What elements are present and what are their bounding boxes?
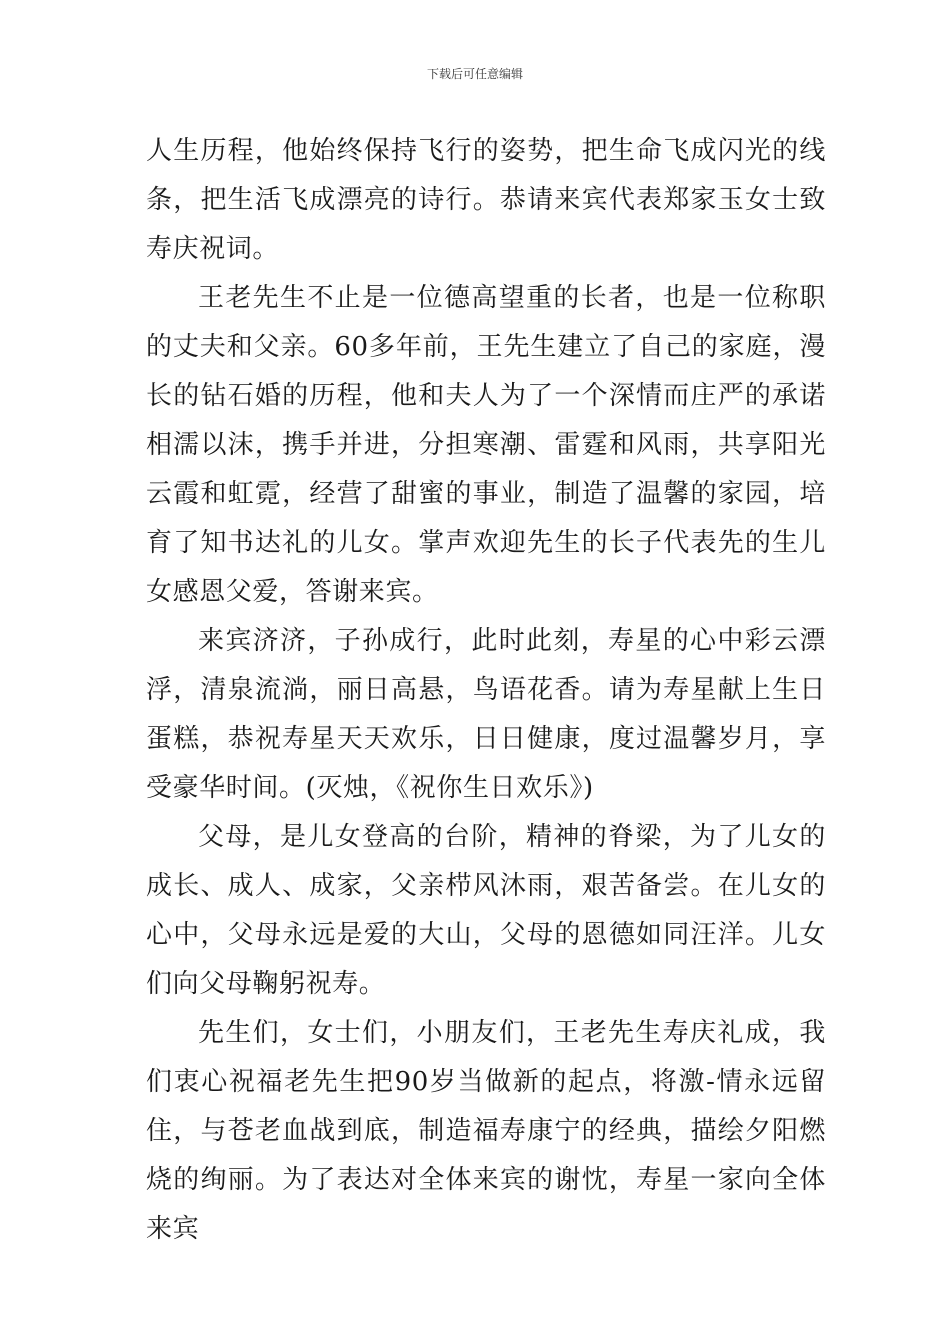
page-header: 下载后可任意编辑 xyxy=(426,67,523,81)
paragraph-1: 人生历程，他始终保持飞行的姿势，把生命飞成闪光的线条，把生活飞成漂亮的诗行。恭请来宾代表郑家玉女士致寿庆祝词。 xyxy=(146,136,826,264)
paragraph-3: 来宾济济，子孙成行，此时此刻，寿星的心中彩云漂浮，清泉流淌，丽日高悬，鸟语花香。请为寿星献上生日蛋糕，恭祝寿星天天欢乐，日日健康，度过温馨岁月，享受豪华时间。(灭烛，《祝你生日欢乐》) xyxy=(146,626,826,803)
paragraph-2: 王老先生不止是一位德高望重的长者，也是一位称职的丈夫和父亲。60多年前，王先生建立了自己的家庭，漫长的钻石婚的历程，他和夫人为了一个深情而庄严的承诺相濡以沫，携手并进，分担寒潮、雷霆和风雨，共享阳光云霞和虹霓，经营了甜蜜的事业，制造了温馨的家园，培育了知书达礼的儿女。掌声欢迎先生的长子代表先的生儿女感恩父爱，答谢来宾。 xyxy=(146,283,826,607)
paragraph-4: 父母，是儿女登高的台阶，精神的脊梁，为了儿女的成长、成人、成家，父亲栉风沐雨，艰苦备尝。在儿女的心中，父母永远是爱的大山，父母的恩德如同汪洋。儿女们向父母鞠躬祝寿。 xyxy=(146,822,826,999)
paragraph-5: 先生们，女士们，小朋友们，王老先生寿庆礼成，我们衷心祝福老先生把90岁当做新的起点，将激-情永远留住，与苍老血战到底，制造福寿康宁的经典，描绘夕阳燃烧的绚丽。为了表达对全体来宾的谢忱，寿星一家向全体来宾 xyxy=(146,1018,826,1244)
document-body xyxy=(146,127,826,1254)
